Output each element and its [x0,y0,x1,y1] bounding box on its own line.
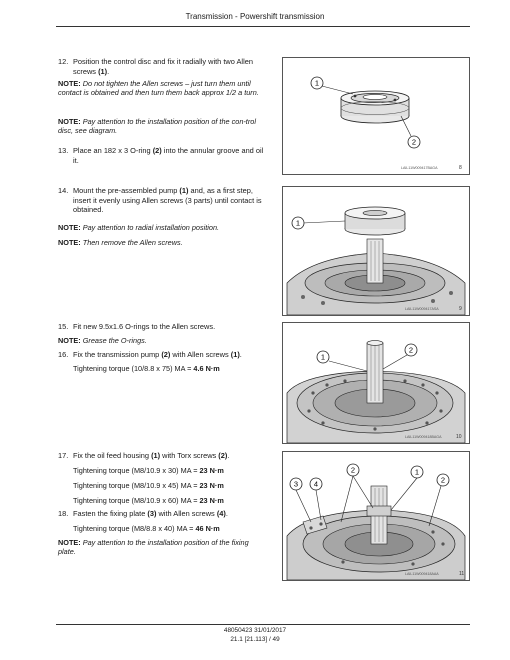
step-text-end: . [239,350,242,359]
callout-ref: (2) [161,350,171,359]
note-label: NOTE: [58,79,81,88]
note-label: NOTE: [58,538,81,547]
torque-value: 23 N·m [199,496,224,505]
step-number: 15. [58,322,69,331]
note-remove-screws [58,238,268,247]
step-text-end: into the annular groove and oil it. [73,146,264,165]
step-number: 18. [58,509,69,518]
figure-10 [282,322,470,444]
note-text: Pay attention to the installation position of the fixing plate. [58,538,249,557]
step-text: Position the control disc and fix it radially with two Allen screws [73,57,253,76]
step-text: Fix the oil feed housing [73,451,152,460]
torque-17a [73,466,268,475]
torque-label: Tightening torque (M8/10.9 x 45) MA = [73,481,200,490]
callout-label: 2 [408,345,414,355]
step-14 [58,186,266,215]
pump-mounting-illustration [283,187,469,315]
torque-label: Tightening torque (M8/10.9 x 30) MA = [73,466,200,475]
step-16 [58,350,266,360]
footer-rule [56,624,470,625]
callout-ref: (4) [216,509,226,518]
step-text-end: and, as a first step, insert it evenly using Allen screws (3 parts) until contact is obtained. [73,186,262,215]
note-tighten [58,79,268,98]
note-text: Pay attention to the installation position of the con-trol disc, see diagram. [58,117,256,136]
note-text: Then remove the Allen screws. [82,238,183,247]
callout-label: 2 [411,137,417,147]
note-label: NOTE: [58,117,81,126]
figure-number: 9 [459,306,462,312]
transmission-pump-illustration [283,323,469,443]
torque-value: 23 N·m [199,466,224,475]
note-text: Pay attention to radial installation position. [82,223,220,232]
control-disc-illustration [283,58,469,174]
figure-ref-code: LAIL11W009418BAGA [405,435,442,439]
figure-11 [282,451,470,581]
figure-ref-code: LAIL11W009417ASA [405,307,439,311]
step-text: Fix the transmission pump [73,350,162,359]
torque-17c [73,496,268,505]
callout-ref: (1) [98,66,108,76]
figure-ref-code: LAIL11W009418AAA [405,572,439,576]
figure-ref-code: LAIL11W009417BAGA [401,166,438,170]
callout-label: 1 [414,467,420,477]
callout-ref: (1) [230,350,240,359]
note-grease [58,336,268,345]
step-text-end: . [227,451,230,460]
figure-number: 8 [459,165,462,171]
note-label: NOTE: [58,223,81,232]
note-label: NOTE: [58,238,81,247]
callout-label: 1 [295,218,301,228]
callout-label: 1 [320,352,326,362]
step-12 [58,57,266,76]
callout-ref: (3) [147,509,157,518]
figure-number: 11 [459,571,465,577]
note-label: NOTE: [58,336,81,345]
callout-label: 4 [313,479,319,489]
callout-ref: (1) [179,186,189,195]
callout-ref: (1) [151,451,161,460]
note-fixing-plate [58,538,268,557]
torque-16 [73,364,268,373]
torque-17b [73,481,268,490]
callout-ref: (2) [218,451,228,460]
step-number: 16. [58,350,69,359]
footer-page-number: 21.1 [21.113] / 49 [230,636,280,643]
torque-label: Tightening torque (M8/8.8 x 40) MA = [73,524,196,533]
step-number: 12. [58,57,69,66]
note-text: Grease the O-rings. [82,336,147,345]
torque-value: 46 N·m [195,524,220,533]
note-control-disc [58,117,268,136]
oil-feed-housing-illustration [283,452,469,580]
callout-label: 3 [293,479,299,489]
step-text-mid: with Torx screws [160,451,219,460]
torque-value: 4.6 N·m [193,364,220,373]
torque-18 [73,524,268,533]
step-text-mid: with Allen screws [156,509,217,518]
torque-label: Tightening torque (10/8.8 x 75) MA = [73,364,194,373]
callout-label: 1 [314,78,320,88]
step-number: 13. [58,146,69,155]
callout-label: 2 [440,475,446,485]
step-18 [58,509,266,519]
step-text-mid: with Allen screws [170,350,231,359]
step-13 [58,146,266,165]
step-text-end: . [225,509,228,518]
note-text: Do not tighten the Allen screws – just turn them until contact is obtained and then turn them back approx 1/2 a turn. [58,79,259,98]
step-15 [58,322,266,332]
torque-label: Tightening torque (M8/10.9 x 60) MA = [73,496,200,505]
callout-ref: (2) [152,146,162,155]
figure-8 [282,57,470,175]
step-text: Mount the pre-assembled pump [73,186,180,195]
figure-number: 10 [456,434,462,440]
step-number: 17. [58,451,69,460]
page-header: Transmission - Powershift transmission [185,12,325,21]
callout-label: 2 [350,465,356,475]
torque-value: 23 N·m [199,481,224,490]
step-text: Place an 182 x 3 O-ring [73,146,153,155]
note-radial [58,223,268,232]
figure-9 [282,186,470,316]
step-text: Fasten the fixing plate [73,509,148,518]
header-rule [56,26,470,27]
step-text: Fit new 9.5x1.6 O-rings to the Allen screws. [73,322,216,331]
step-17 [58,451,266,461]
footer-doc-code: 48050423 31/01/2017 [223,627,287,634]
step-number: 14. [58,186,69,195]
step-text-end: . [107,66,110,76]
